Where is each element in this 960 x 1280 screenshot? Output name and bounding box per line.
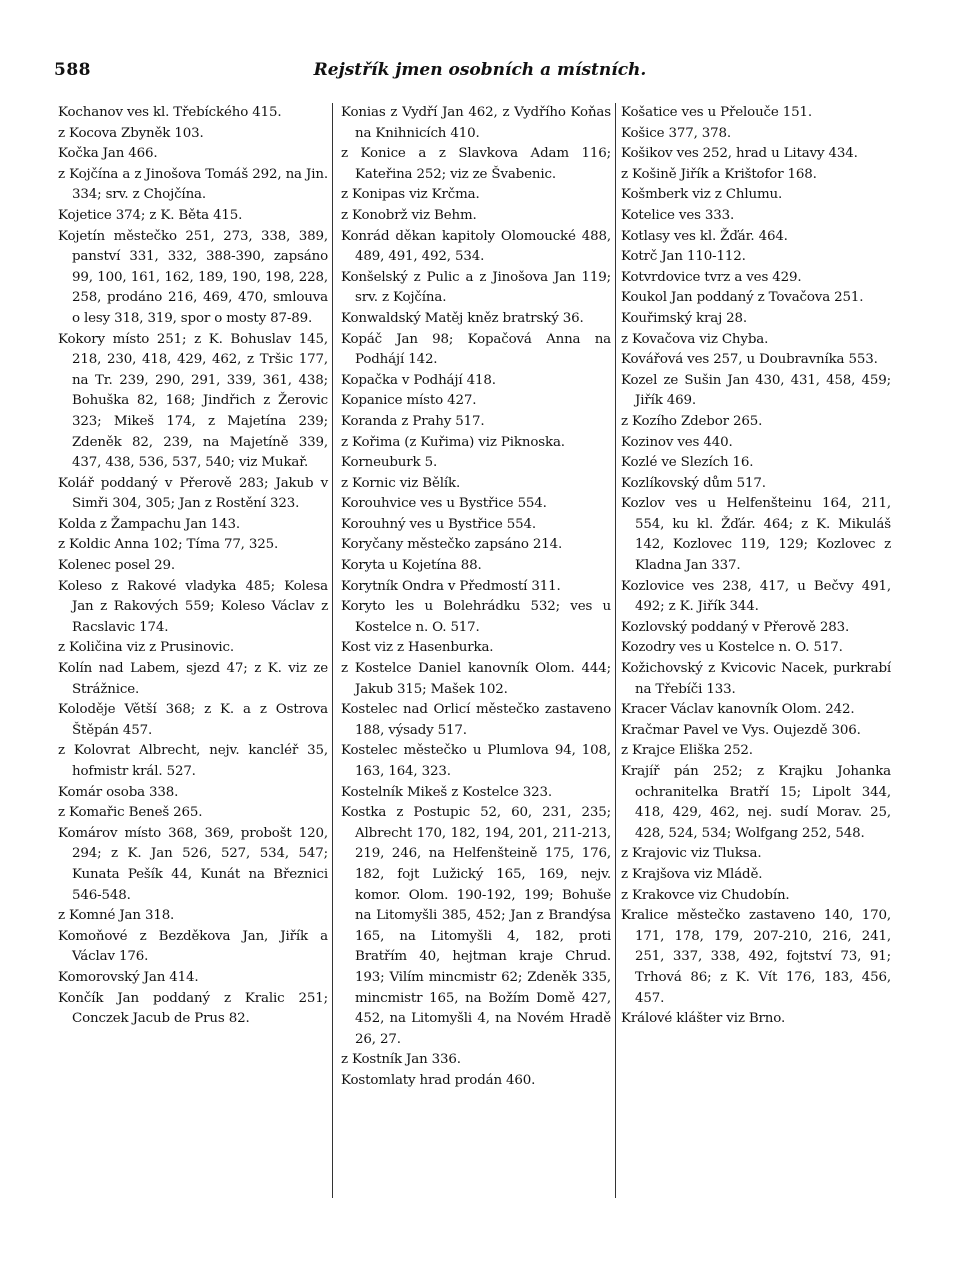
index-entry: Kostelník Mikeš z Kostelce 323. [341,784,552,800]
index-entry: z Konice a z Slavkova Adam 116; Kateřina 252; viz ze Švabenic. [341,146,611,182]
index-entry: Komorovský Jan 414. [58,969,199,985]
index-entry: z Komné Jan 318. [58,908,175,924]
index-entry: Kojetín městečko 251, 273, 338, 389, panství 331, 332, 388-390, zapsáno 99, 100, 161, 162, 189, 190, 198, 228, 258, prodáno 216, 469, 470, smlouva o lesy 318, 319, spor o mosty 87-89. [58,228,328,326]
index-entry: z Kornic viz Bělík. [341,475,461,491]
index-entry: Korneuburk 5. [341,455,438,471]
index-entry: Králové klášter viz Brno. [621,1011,786,1027]
index-columns [58,103,908,1233]
index-entry: Kokory místo 251; z K. Bohuslav 145, 218, 230, 418, 429, 462, z Tršic 177, na Tr. 239, 290, 291, 339, 361, 438; Bohuška 82, 168; Jindřich z Žerovic 323; Mikeš 174, z Majetína 239; Zdeněk 82, 239, na Majetíně 339, 437, 438, 536, 537, 540; viz Mukař. [58,331,328,471]
index-entry: Kopanice místo 427. [341,393,477,409]
index-entry: z Krajšova viz Mládě. [621,866,763,882]
index-entry: Kolář poddaný v Přerově 283; Jakub v Simři 304, 305; Jan z Rostění 323. [58,475,328,512]
index-entry: z Koldic Anna 102; Tíma 77, 325. [58,537,279,553]
index-entry: z Kocova Zbyněk 103. [58,125,204,141]
index-entry: Kovářová ves 257, u Doubravníka 553. [621,352,878,368]
index-entry: Kostelec nad Orlicí městečko zastaveno 188, výsady 517. [341,702,611,738]
index-entry: Kralice městečko zastaveno 140, 170, 171, 178, 179, 207-210, 216, 241, 251, 337, 338, 492, fojtství 73, 91; Trhová 86; z K. Vít 176, 183, 456, 457. [621,908,891,1006]
index-entry: Kopáč Jan 98; Kopačová Anna na Podhájí 142. [341,331,611,368]
index-entry: Kožichovský z Kvicovic Nacek, purkrabí na Třebíči 133. [621,661,891,697]
index-entry: z Konobrž viz Behm. [341,207,477,223]
index-entry: Kotelice ves 333. [621,207,735,223]
index-entry: Kolín nad Labem, sjezd 47; z K. viz ze Strážnice. [58,661,328,697]
index-column-1 [58,103,328,1233]
index-entry: Kozodry ves u Kostelce n. O. 517. [621,640,843,656]
index-entry: Koranda z Prahy 517. [341,413,485,429]
page-header [54,60,906,90]
index-entry: Korouhvice ves u Bystřice 554. [341,496,547,512]
index-entry: z Krajce Eliška 252. [621,743,753,759]
index-entry: Kolenec posel 29. [58,558,175,574]
index-entry: Kozlíkovský dům 517. [621,475,766,491]
index-entry: Koryto les u Bolehrádku 532; ves u Kostelce n. O. 517. [341,599,611,635]
index-entry: Kostka z Postupic 52, 60, 231, 235; Albrecht 170, 182, 194, 201, 211-213, 219, 246, na Helfenšteině 175, 176, 182, fojt Lužický 165, 169, nejv. komor. Olom. 190-192, 199; Bohuše na Litomyšli 385, 452; Jan z Brandýsa 165, na Litomyšli 4, 182, proti Bratřím 40, hejtman kraje Chrud. 193; Vilím mincmistr 62; Zdeněk 335, mincmistr 165, na Božím Domě 427, 452, na Litomyšli 4, na Novém Hradě 26, 27. [341,805,611,1047]
index-entry: z Krakovce viz Chudobín. [621,887,790,903]
index-entry: Kolda z Žampachu Jan 143. [58,516,240,532]
index-entry: Košice 377, 378. [621,125,732,141]
index-entry: Končík Jan poddaný z Kralic 251; Conczek Jacub de Prus 82. [58,990,328,1027]
index-entry: z Kořima (z Kuřima) viz Piknoska. [341,434,565,450]
index-entry: Kopačka v Podhájí 418. [341,372,496,388]
index-entry: Krajíř pán 252; z Krajku Johanka ochranitelka Bratří 15; Lipolt 344, 418, 429, 462, nej. sudí Morav. 25, 428, 524, 534; Wolfgang 252, 548. [621,764,891,841]
index-entry: Košikov ves 252, hrad u Litavy 434. [621,146,858,162]
index-entry: Konrád děkan kapitoly Olomoucké 488, 489, 491, 492, 534. [341,228,611,265]
index-entry: Konwaldský Matěj kněz bratrský 36. [341,310,584,326]
index-entry: Kostelec městečko u Plumlova 94, 108, 163, 164, 323. [341,743,611,779]
index-entry: Kozlov ves u Helfenšteinu 164, 211, 554, ku kl. Žďár. 464; z K. Mikuláš 142, Kozlovec 119, 129; Kozlovec z Kladna Jan 337. [621,496,891,574]
index-entry: Kozlé ve Slezích 16. [621,455,754,471]
index-entry: z Konipas viz Krčma. [341,187,480,203]
index-entry: Kozinov ves 440. [621,434,733,450]
index-entry: Konias z Vydří Jan 462, z Vydřího Koňas na Knihnicích 410. [341,105,611,141]
index-entry: Koleso z Rakové vladyka 485; Kolesa Jan z Rakových 559; Koleso Václav z Racslavic 174. [58,578,328,635]
running-head: Rejstřík jmen osobních a místních. [313,60,647,80]
index-entry: z Kojčína a z Jinošova Tomáš 292, na Jin. 334; srv. z Chojčína. [58,166,328,203]
index-entry: Kotlasy ves kl. Žďár. 464. [621,228,788,244]
index-entry: Kotvrdovice tvrz a ves 429. [621,269,802,285]
index-entry: Kouřimský kraj 28. [621,310,748,326]
index-entry: Košmberk viz z Chlumu. [621,187,783,203]
index-entry: Korouhný ves u Bystřice 554. [341,516,536,532]
index-entry: z Kozího Zdebor 265. [621,413,763,429]
index-entry: Komárov místo 368, 369, probošt 120, 294; z K. Jan 526, 527, 534, 547; Kunata Pešík 44, Kunát na Březnici 546-548. [58,825,328,903]
index-column-3 [621,103,891,1233]
index-entry: z Krajovic viz Tluksa. [621,846,762,862]
index-entry: Kozlovský poddaný v Přerově 283. [621,619,850,635]
index-entry: Kozlovice ves 238, 417, u Bečvy 491, 492; z K. Jiřík 344. [621,578,891,615]
index-entry: z Kostelce Daniel kanovník Olom. 444; Jakub 315; Mašek 102. [341,661,611,697]
index-entry: z Kovačova viz Chyba. [621,331,769,347]
index-entry: z Kostník Jan 336. [341,1052,461,1068]
index-entry: Koryta u Kojetína 88. [341,558,482,574]
index-entry: z Kolovrat Albrecht, nejv. kancléř 35, hofmistr král. 527. [58,743,328,779]
index-entry: Komoňové z Bezděkova Jan, Jiřík a Václav 176. [58,928,328,965]
index-entry: Koloděje Větší 368; z K. a z Ostrova Štěpán 457. [58,702,328,738]
index-entry: Koryčany městečko zapsáno 214. [341,537,563,553]
index-entry: Konšelský z Pulic a z Jinošova Jan 119; srv. z Kojčína. [341,269,611,306]
page-number: 588 [54,60,91,80]
index-entry: Korytník Ondra v Předmostí 311. [341,578,561,594]
index-entry: Kojetice 374; z K. Běta 415. [58,207,243,223]
index-entry: Kracer Václav kanovník Olom. 242. [621,702,855,718]
index-column-2 [341,103,611,1233]
index-entry: z Košině Jiřík a Krištofor 168. [621,166,817,182]
index-entry: z Komařic Beneš 265. [58,805,203,821]
index-entry: Koukol Jan poddaný z Tovačova 251. [621,290,864,306]
index-entry: Kotrč Jan 110-112. [621,249,746,265]
index-entry: Kochanov ves kl. Třebíckého 415. [58,105,282,120]
index-entry: Komár osoba 338. [58,784,179,800]
index-entry: Kočka Jan 466. [58,146,158,162]
index-entry: Kozel ze Sušin Jan 430, 431, 458, 459; Jiřík 469. [621,372,891,409]
index-entry: Kost viz z Hasenburka. [341,640,494,656]
index-entry: Košatice ves u Přelouče 151. [621,105,813,120]
index-entry: z Količina viz z Prusinovic. [58,640,234,656]
index-entry: Kračmar Pavel ve Vys. Oujezdě 306. [621,722,861,738]
index-entry: Kostomlaty hrad prodán 460. [341,1072,536,1088]
